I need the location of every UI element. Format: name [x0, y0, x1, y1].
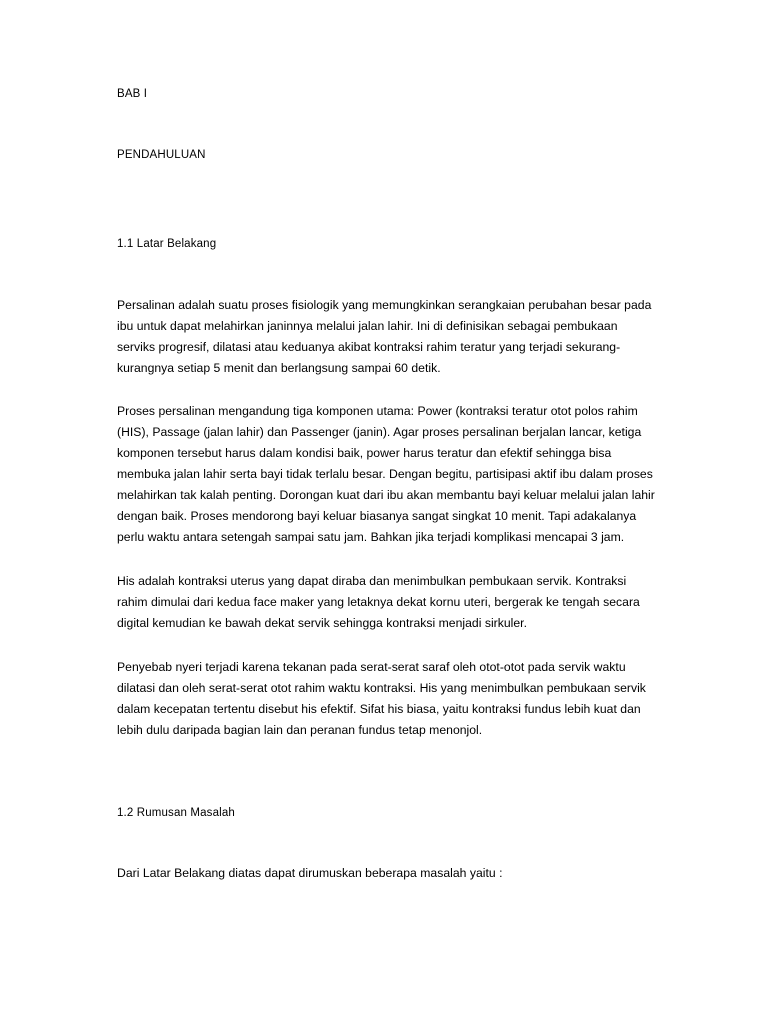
section-heading-1-1: 1.1 Latar Belakang	[117, 238, 217, 251]
section-heading-1-2: 1.2 Rumusan Masalah	[117, 806, 235, 819]
spacer	[117, 821, 657, 863]
paragraph: Dari Latar Belakang diatas dapat dirumuskan beberapa masalah yaitu :	[117, 866, 503, 881]
document-body	[117, 86, 657, 884]
spacer	[117, 634, 657, 657]
paragraph: His adalah kontraksi uterus yang dapat diraba dan menimbulkan pembukaan servik. Kontraksi rahim dimulai dari kedua face maker yang letaknya dekat kornu uteri, bergerak ke tengah secara digital kemudian ke bawah dekat servik sehingga kontraksi menjadi sirkuler.	[117, 573, 640, 630]
spacer	[117, 548, 657, 571]
paragraph: Penyebab nyeri terjadi karena tekanan pada serat-serat saraf oleh otot-otot pada servik waktu dilatasi dan oleh serat-serat otot rahim waktu kontraksi. His yang menimbulkan pembukaan servik dalam kecepatan tertentu disebut his efektif. Sifat his biasa, yaitu kontraksi fundus lebih kuat dan lebih dulu daripada bagian lain dan peranan fundus tetap menonjol.	[117, 659, 646, 737]
spacer	[117, 103, 657, 147]
spacer	[117, 253, 657, 295]
chapter-title: PENDAHULUAN	[117, 148, 206, 161]
spacer	[117, 741, 657, 805]
chapter-label: BAB I	[117, 88, 148, 100]
paragraph: Persalinan adalah suatu proses fisiologik yang memungkinkan serangkaian perubahan besar pada ibu untuk dapat melahirkan janinnya melalui jalan lahir. Ini di definisikan sebagai pembukaan serviks progresif, dilatasi atau keduanya akibat kontraksi rahim teratur yang terjadi sekurang-kurangnya setiap 5 menit dan berlangsung sampai 60 detik.	[117, 298, 652, 375]
spacer	[117, 163, 657, 236]
paragraph: Proses persalinan mengandung tiga komponen utama: Power (kontraksi teratur otot polos rahim (HIS), Passage (jalan lahir) dan Passenger (janin). Agar proses persalinan berjalan lancar, ketiga komponen tersebut harus dalam kondisi baik, power harus teratur dan efektif sehingga bisa membuka jalan lahir serta bayi tidak terlalu besar. Dengan begitu, partisipasi aktif ibu dalam proses melahirkan tak kalah penting. Dorongan kuat dari ibu akan membantu bayi keluar melalui jalan lahir dengan baik. Proses mendorong bayi keluar biasanya sangat singkat 10 menit. Tapi adakalanya perlu waktu antara setengah sampai satu jam. Bahkan jika terjadi komplikasi mencapai 3 jam.	[117, 403, 655, 544]
spacer	[117, 379, 657, 401]
